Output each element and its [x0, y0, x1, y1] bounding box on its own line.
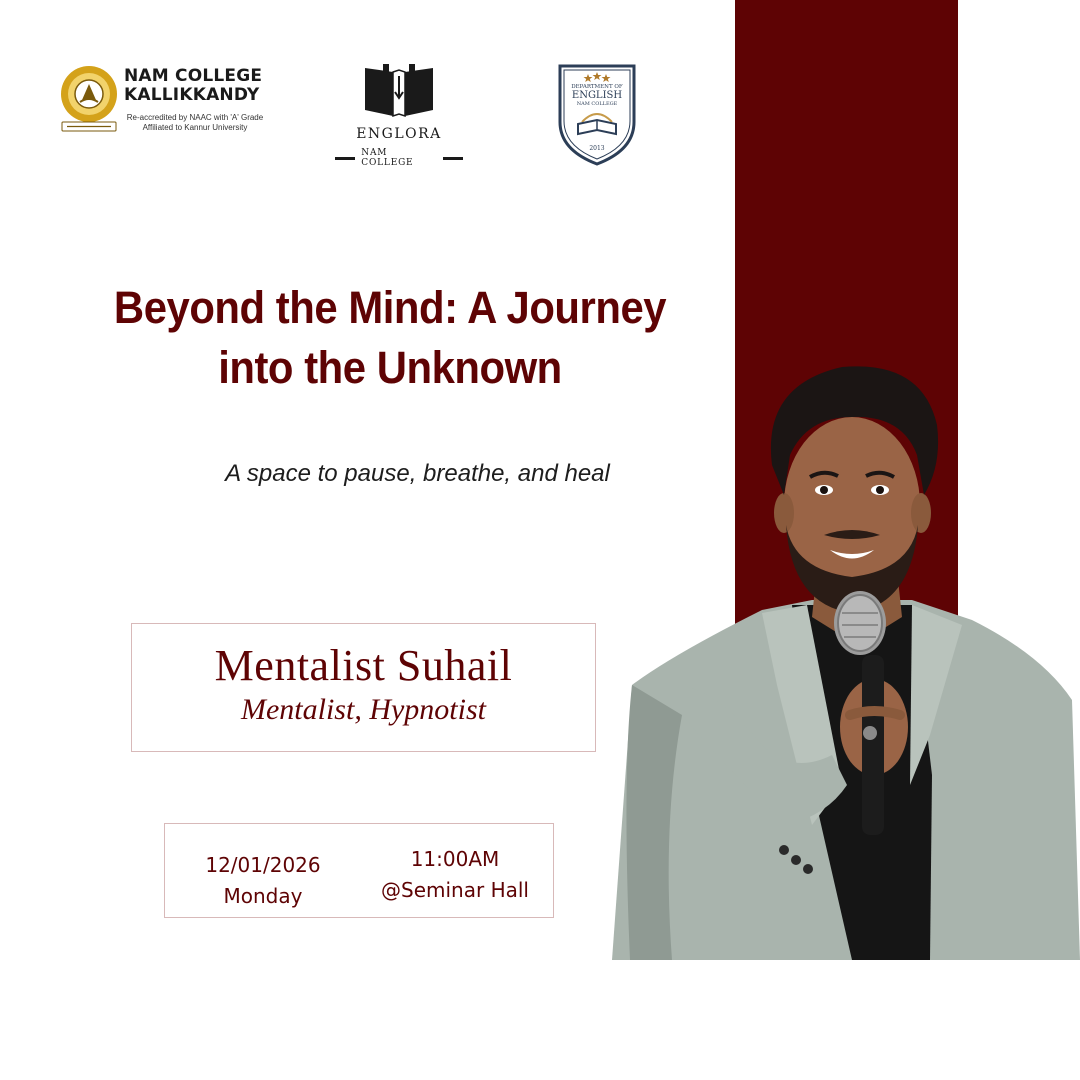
speaker-photo: [612, 355, 1080, 960]
englora-subtitle-row: [335, 148, 463, 168]
event-date-block: [183, 850, 343, 912]
college-name-line1: NAM COLLEGE: [124, 66, 263, 86]
event-day: Monday: [223, 884, 303, 908]
speaker-role: Mentalist, Hypnotist: [241, 693, 486, 726]
englora-name: ENGLORA: [356, 126, 442, 142]
event-details-card: [164, 823, 554, 918]
event-date: 12/01/2026: [205, 853, 321, 877]
crest-line2: ENGLISH: [571, 90, 623, 101]
event-time: 11:00AM: [410, 847, 500, 871]
department-crest: [556, 62, 638, 166]
crest-line1: DEPARTMENT OF: [571, 84, 623, 90]
englora-subtitle: NAM COLLEGE: [361, 148, 414, 168]
divider: [443, 157, 463, 160]
englora-logo: [335, 62, 463, 166]
crest-line3: NAM COLLEGE: [576, 101, 618, 107]
event-tagline: A space to pause, breathe, and heal: [225, 460, 610, 487]
college-name: [124, 67, 262, 105]
event-venue: @Seminar Hall: [381, 878, 529, 902]
college-logo: [58, 62, 298, 142]
crest-year: 2013: [589, 145, 605, 152]
speaker-card: [131, 623, 596, 752]
open-book-pen-icon: [363, 62, 435, 118]
speaker-name: Mentalist Suhail: [214, 641, 513, 690]
divider: [335, 157, 355, 160]
college-accreditation: [120, 113, 270, 133]
event-title-line1: Beyond the Mind: A Journey: [113, 282, 667, 333]
college-emblem-icon: [58, 64, 120, 134]
college-affiliation-line: Affiliated to Kannur University: [142, 123, 248, 132]
college-accreditation-line1: Re-accredited by NAAC with 'A' Grade: [126, 113, 264, 122]
event-title-line2: into the Unknown: [218, 342, 562, 393]
college-name-line2: KALLIKKANDY: [124, 85, 260, 105]
event-time-block: [370, 844, 540, 906]
